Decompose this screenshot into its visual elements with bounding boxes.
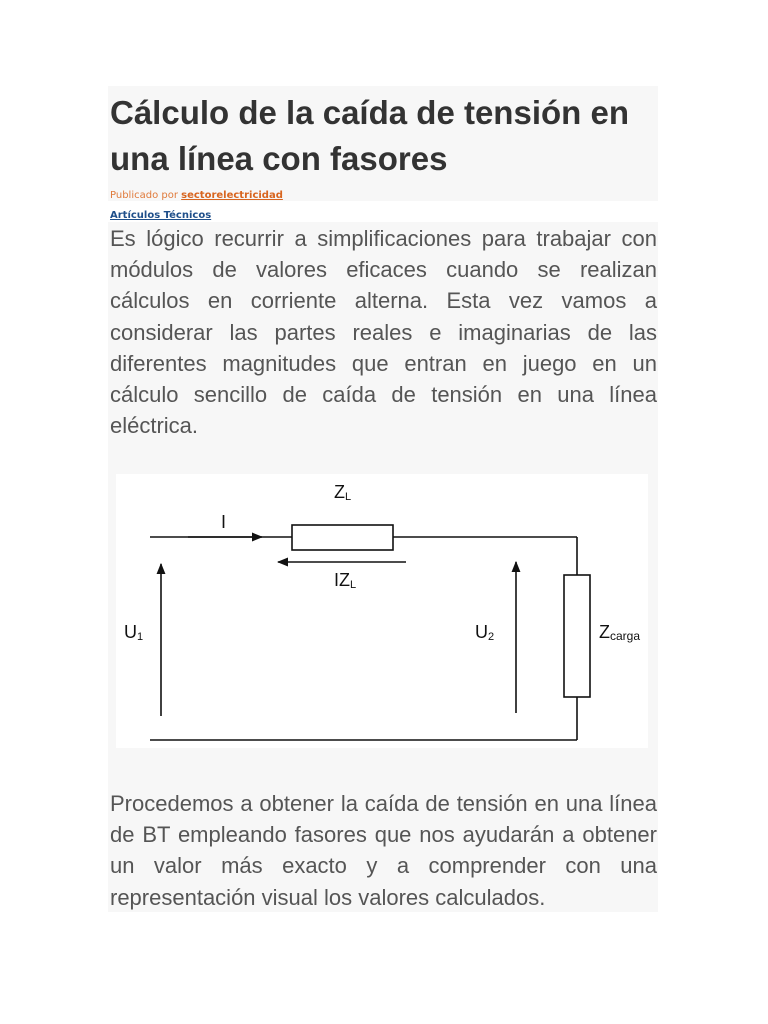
second-paragraph: Procedemos a obtener la caída de tensión en una línea de BT empleando fasores que nos ayudarán a obtener un valor más exacto y a comprender con una representación visual los valores calculados. <box>110 791 657 910</box>
title-block <box>108 86 658 201</box>
category-link[interactable]: Artículos Técnicos <box>110 210 212 221</box>
line-impedance-resistor <box>292 525 393 550</box>
intro-paragraph: Es lógico recurrir a simplificaciones para trabajar con módulos de valores eficaces cuando se realizan cálculos en corriente alterna. Esta vez vamos a considerar las partes reales e imaginarias de las diferentes magnitudes que entran en juego en un cálculo sencillo de caída de tensión en una línea eléctrica. <box>110 226 657 439</box>
byline <box>110 190 283 201</box>
current-label: I <box>221 512 227 532</box>
circuit-svg <box>116 474 648 748</box>
u1-label: U1 <box>124 622 144 643</box>
voltage-drop-label: IZL <box>334 570 357 591</box>
circuit-diagram <box>116 474 648 748</box>
load-impedance-resistor <box>564 575 590 697</box>
author-link[interactable]: sectorelectricidad <box>181 190 283 201</box>
article-body <box>108 222 658 912</box>
load-impedance-label: Zcarga <box>599 622 641 643</box>
byline-prefix: Publicado por <box>110 190 178 201</box>
u2-label: U2 <box>475 622 495 643</box>
line-impedance-label: ZL <box>334 482 352 503</box>
page-title: Cálculo de la caída de tensión en una línea con fasores <box>110 94 629 177</box>
